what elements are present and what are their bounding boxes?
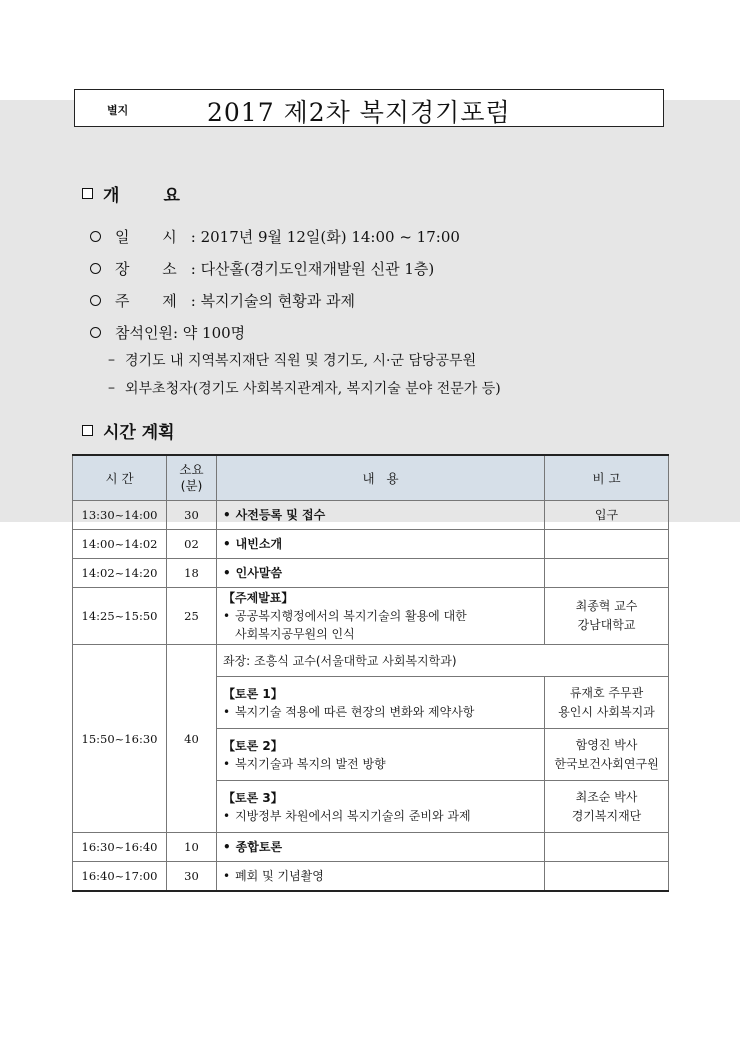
page-title: 2017 제2차 복지경기포럼	[207, 98, 511, 127]
overview-heading: 개 요	[82, 181, 180, 206]
bullet-icon: •	[223, 840, 231, 854]
table-row: 【토론 3】 • 지방정부 차원에서의 복지기술의 준비와 과제 최조순 박사 경기복지재단	[73, 781, 669, 833]
table-row: 15:50~16:30 40 좌장: 조흥식 교수(서울대학교 사회복지학과)	[73, 645, 669, 677]
bullet-icon: •	[223, 756, 231, 771]
circle-bullet-icon	[90, 231, 101, 242]
col-time: 시 간	[73, 455, 167, 501]
bullet-icon: •	[223, 704, 231, 719]
table-row: 【토론 1】 • 복지기술 적용에 따른 현장의 변화와 제약사항 류재호 주무관 용인시 사회복지과	[73, 677, 669, 729]
table-row: 16:30~16:40 10 • 종합토론	[73, 833, 669, 862]
col-minutes: 소요 (분)	[167, 455, 217, 501]
bullet-icon: •	[223, 508, 231, 522]
col-note: 비 고	[545, 455, 669, 501]
bullet-icon: •	[223, 566, 231, 580]
bullet-icon: •	[223, 808, 231, 823]
info-date: 일 시 : 2017년 9월 12일(화) 14:00 ~ 17:00	[90, 226, 460, 247]
col-content: 내 용	[217, 455, 545, 501]
appendix-tag: 별지	[107, 104, 129, 117]
bullet-icon: •	[223, 868, 231, 883]
info-attendees: 참석인원 : 약 100명	[90, 322, 245, 343]
circle-bullet-icon	[90, 263, 101, 274]
square-bullet-icon	[82, 425, 93, 436]
circle-bullet-icon	[90, 295, 101, 306]
table-row: 14:02~14:20 18 • 인사말씀	[73, 559, 669, 588]
square-bullet-icon	[82, 188, 93, 199]
info-topic: 주 제 : 복지기술의 현황과 과제	[90, 290, 355, 311]
table-row: 14:25~15:50 25 【주제발표】 • 공공복지행정에서의 복지기술의 활용에 대한 사회복지공무원의 인식 최종혁 교수 강남대학교	[73, 588, 669, 645]
table-row: 16:40~17:00 30 • 폐회 및 기념촬영	[73, 862, 669, 891]
title-box	[74, 89, 664, 127]
schedule-table	[72, 454, 669, 892]
bullet-icon: •	[223, 609, 231, 623]
table-row: 13:30~14:00 30 • 사전등록 및 접수 입구	[73, 501, 669, 530]
attendee-sub-item: – 외부초청자(경기도 사회복지관계자, 복지기술 분야 전문가 등)	[108, 380, 501, 397]
table-header-row	[73, 455, 669, 501]
circle-bullet-icon	[90, 327, 101, 338]
table-row: 【토론 2】 • 복지기술과 복지의 발전 방향 함영진 박사 한국보건사회연구원	[73, 729, 669, 781]
table-row: 14:00~14:02 02 • 내빈소개	[73, 530, 669, 559]
bullet-icon: •	[223, 537, 231, 551]
attendee-sub-item: – 경기도 내 지역복지재단 직원 및 경기도, 시·군 담당공무원	[108, 352, 477, 369]
schedule-heading: 시간 계획	[82, 418, 175, 443]
info-place: 장 소 : 다산홀(경기도인재개발원 신관 1층)	[90, 258, 434, 279]
